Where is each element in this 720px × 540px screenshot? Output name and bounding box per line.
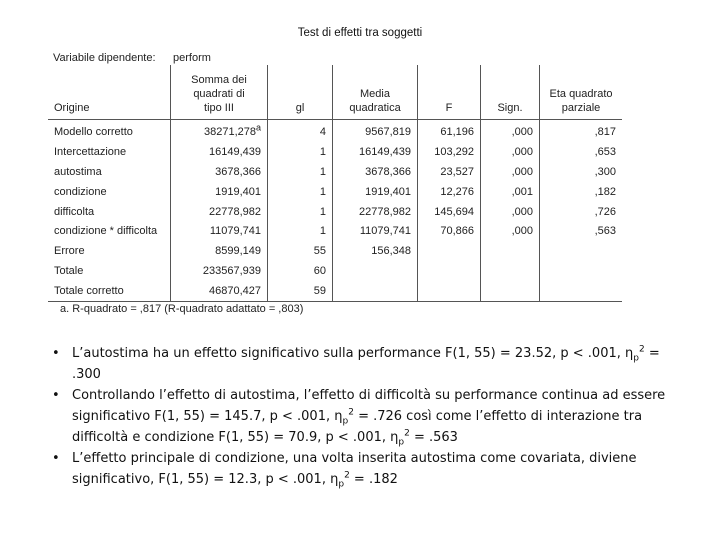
row-source [48,221,171,241]
header-ss-line1: Somma dei [191,74,247,86]
cell-sig [481,241,540,261]
cell-df-value: 1 [319,185,326,198]
cell-eta [540,281,623,301]
cell-eta [540,221,623,241]
row-source [48,202,171,222]
bullet-dot: • [52,388,60,403]
cell-sig-value: ,001 [511,185,533,198]
cell-ss [171,261,268,281]
row-source [48,241,171,261]
eta-superscript: 2 [404,428,410,439]
cell-sig [481,120,540,142]
cell-sig [481,281,540,301]
cell-ms [333,221,418,241]
footnote-marker: a [255,122,261,133]
cell-ms [333,281,418,301]
cell-f-value: 103,292 [434,145,474,158]
cell-sig [481,182,540,202]
cell-f-value: 145,694 [434,205,474,218]
cell-f [418,182,481,202]
cell-ms-value: 3678,366 [365,165,411,178]
cell-f-value: 70,866 [440,225,474,238]
header-f: F [418,65,481,120]
cell-sig-value: ,000 [511,125,533,138]
cell-ms [333,261,418,281]
table-title: Test di effetti tra soggetti [297,27,423,39]
cell-eta [540,261,623,281]
header-df: gl [268,65,333,120]
dependent-variable-label: Variabile dipendente: [53,52,156,64]
cell-df-value: 1 [319,205,326,218]
cell-ms-value: 22778,982 [359,205,411,218]
table-row [48,202,622,222]
table-footnote: a. R-quadrato = ,817 (R-quadrato adattato = ,803) [60,303,304,315]
cell-ms [333,182,418,202]
summary-text: L’autostima ha un effetto significativo sulla performance F(1, 55) = 23.52, p < .001, η [72,346,634,361]
cell-ms [333,162,418,182]
summary-text: = .300 [72,346,660,382]
cell-ss-value: 22778,982 [209,205,261,218]
cell-f [418,241,481,261]
cell-f-value: 12,276 [440,185,474,198]
cell-sig-value: ,000 [511,205,533,218]
cell-df-value: 4 [319,125,326,138]
row-source-value: Totale [54,265,84,278]
table-row [48,261,622,281]
header-ms-line1: Media [360,88,390,100]
cell-ss-value: 16149,439 [209,145,261,158]
cell-ss-value: 1919,401 [215,185,261,198]
row-source [48,162,171,182]
cell-eta [540,142,623,162]
cell-ss-value: 46870,427 [209,285,261,298]
cell-df [268,182,333,202]
row-source-value: condizione [54,185,107,198]
row-source-value: Modello corretto [54,125,133,138]
cell-f [418,120,481,142]
cell-eta-value: ,726 [594,205,616,218]
header-eta-line2: parziale [561,102,601,114]
header-ms [333,65,418,120]
cell-eta [540,182,623,202]
cell-eta [540,162,623,182]
cell-ss [171,221,268,241]
cell-ms [333,142,418,162]
cell-ss-value: 11079,741 [209,225,261,238]
summary-list [52,343,692,490]
header-ss-line2: quadrati di [193,88,245,100]
bullet-dot: • [52,451,60,466]
cell-df-value: 1 [319,225,326,238]
cell-ms-value: 156,348 [371,245,411,258]
header-ss [171,65,268,120]
cell-ss-value: 233567,939 [202,265,261,278]
cell-f [418,261,481,281]
summary-text: L’effetto principale di condizione, una volta inserita autostima come covariata, diviene significativo, F(1, 55) = 12.3, p < .001, η [72,451,637,487]
cell-ss [171,281,268,301]
cell-ss-value: 3678,366 [215,165,261,178]
cell-ss [171,182,268,202]
anova-table [48,65,622,302]
cell-eta-value: ,300 [594,165,616,178]
cell-f [418,142,481,162]
row-source-value: Totale corretto [54,285,124,298]
cell-f [418,281,481,301]
cell-sig [481,261,540,281]
header-sig: Sign. [481,65,540,120]
cell-sig [481,162,540,182]
row-source [48,182,171,202]
bullet-dot: • [52,346,60,361]
table-row [48,281,622,301]
row-source-value: autostima [54,165,102,178]
summary-text: Controllando l’effetto di autostima, l’effetto di difficoltà su performance continua ad essere significativo F(1, 55) = 145.7, p < .001, η [72,388,666,424]
eta-superscript: 2 [638,344,645,355]
cell-df [268,120,333,142]
cell-df-value: 60 [313,265,326,278]
table-row [48,241,622,261]
eta-superscript: 2 [348,407,354,418]
eta-subscript: p [338,479,345,490]
cell-sig [481,142,540,162]
summary-item [52,385,692,448]
row-source [48,261,171,281]
summary-text: = .726 così come l’effetto di interazione tra difficoltà e condizione F(1, 55) = 70.9, p < .001, η [72,409,643,445]
row-source [48,120,171,142]
eta-subscript: p [342,416,349,427]
summary-item [52,448,692,490]
table-row [48,142,622,162]
cell-f-value: 61,196 [440,125,474,138]
cell-eta [540,120,623,142]
cell-eta-value: ,653 [594,145,616,158]
row-source [48,281,171,301]
cell-df [268,202,333,222]
cell-df [268,162,333,182]
cell-df-value: 1 [319,145,326,158]
dependent-variable [53,52,211,64]
cell-eta-value: ,182 [594,185,616,198]
dependent-variable-value: perform [173,52,211,64]
cell-ms-value: 16149,439 [359,145,411,158]
cell-ms-value: 9567,819 [365,125,411,138]
cell-ms-value: 11079,741 [359,225,411,238]
cell-ss [171,202,268,222]
eta-subscript: p [633,353,639,364]
header-ms-line2: quadratica [349,102,401,114]
table-row [48,182,622,202]
cell-sig-value: ,000 [511,225,533,238]
summary-text: = .563 [409,430,458,445]
cell-ms-value: 1919,401 [365,185,411,198]
row-source-value: Errore [54,245,85,258]
table-row [48,221,622,241]
cell-f [418,162,481,182]
row-source [48,142,171,162]
header-eta-line1: Eta quadrato [549,88,613,100]
cell-eta [540,202,623,222]
cell-ms [333,241,418,261]
cell-f-value: 23,527 [440,165,474,178]
anova-table-body [48,120,622,302]
cell-sig-value: ,000 [511,145,533,158]
cell-ss-value: 38271,278 [203,125,256,138]
cell-ss [171,241,268,261]
cell-eta-value: ,563 [594,225,616,238]
table-row [48,162,622,182]
row-source-value: condizione * difficolta [54,225,158,238]
cell-eta-value: ,817 [594,125,616,138]
cell-df [268,241,333,261]
cell-df [268,281,333,301]
cell-df [268,221,333,241]
cell-ss [171,162,268,182]
cell-df [268,142,333,162]
cell-f [418,221,481,241]
cell-sig [481,202,540,222]
summary-text: = .182 [349,472,398,487]
cell-df-value: 59 [313,285,326,298]
cell-ss [171,142,268,162]
header-eta [540,65,623,120]
table-row [48,120,622,142]
cell-ms [333,202,418,222]
cell-sig-value: ,000 [511,165,533,178]
cell-ms [333,120,418,142]
eta-subscript: p [398,437,405,448]
cell-df-value: 55 [313,245,326,258]
cell-df [268,261,333,281]
cell-eta [540,241,623,261]
cell-sig [481,221,540,241]
header-source: Origine [48,65,171,120]
eta-superscript: 2 [344,470,350,481]
cell-ss-value: 8599,149 [215,245,261,258]
cell-f [418,202,481,222]
header-ss-line3: tipo III [204,102,234,114]
row-source-value: Intercettazione [54,145,127,158]
cell-ss [171,120,268,142]
cell-df-value: 1 [319,165,326,178]
summary-item [52,343,692,385]
row-source-value: difficolta [54,205,95,218]
